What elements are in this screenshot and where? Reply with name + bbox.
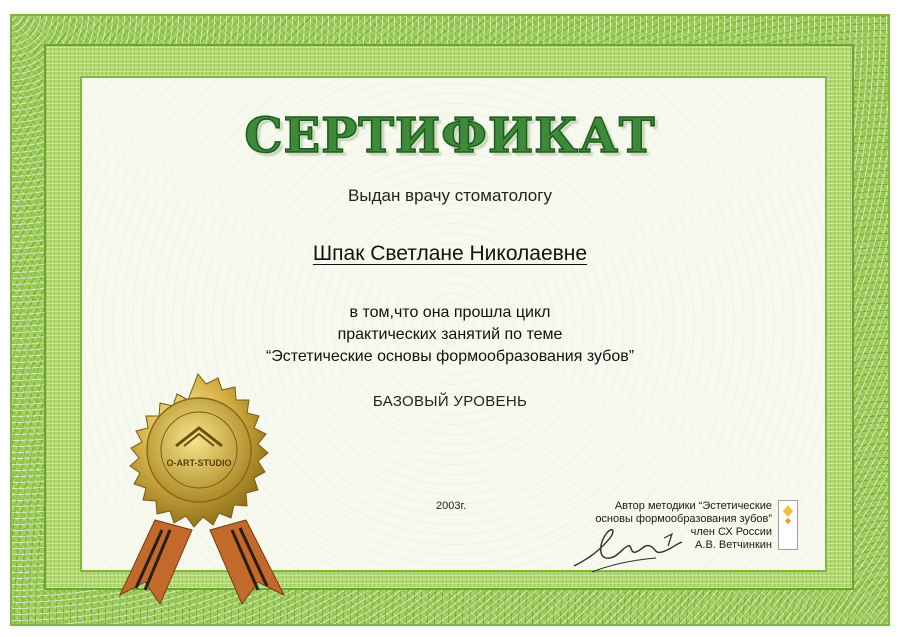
recipient-name-text: Шпак Светлане Николаевне [312, 242, 588, 265]
issue-year: 2003г. [436, 500, 467, 512]
course-level: БАЗОВЫЙ УРОВЕНЬ [372, 393, 528, 410]
recipient-name [0, 242, 900, 266]
author-line: А.В. Ветчинкин [695, 539, 772, 551]
author-line: Автор методики “Эстетические [614, 500, 772, 512]
signature-icon [572, 508, 692, 578]
body-line: практических занятий по теме [337, 326, 563, 343]
author-logo-icon [778, 500, 798, 550]
author-line: член СХ России [690, 526, 772, 538]
gold-seal-icon [100, 370, 296, 610]
author-line: основы формообразования зубов” [595, 513, 772, 525]
course-description [0, 302, 900, 368]
body-line: в том,что она прошла цикл [349, 304, 551, 321]
issued-to-text: Выдан врачу стоматологу [348, 186, 552, 205]
body-line: “Эстетические основы формообразования зубов” [265, 348, 635, 365]
seal-text: O-ART-STUDIO [166, 458, 232, 468]
certificate-title: СЕРТИФИКАТ [244, 108, 656, 164]
